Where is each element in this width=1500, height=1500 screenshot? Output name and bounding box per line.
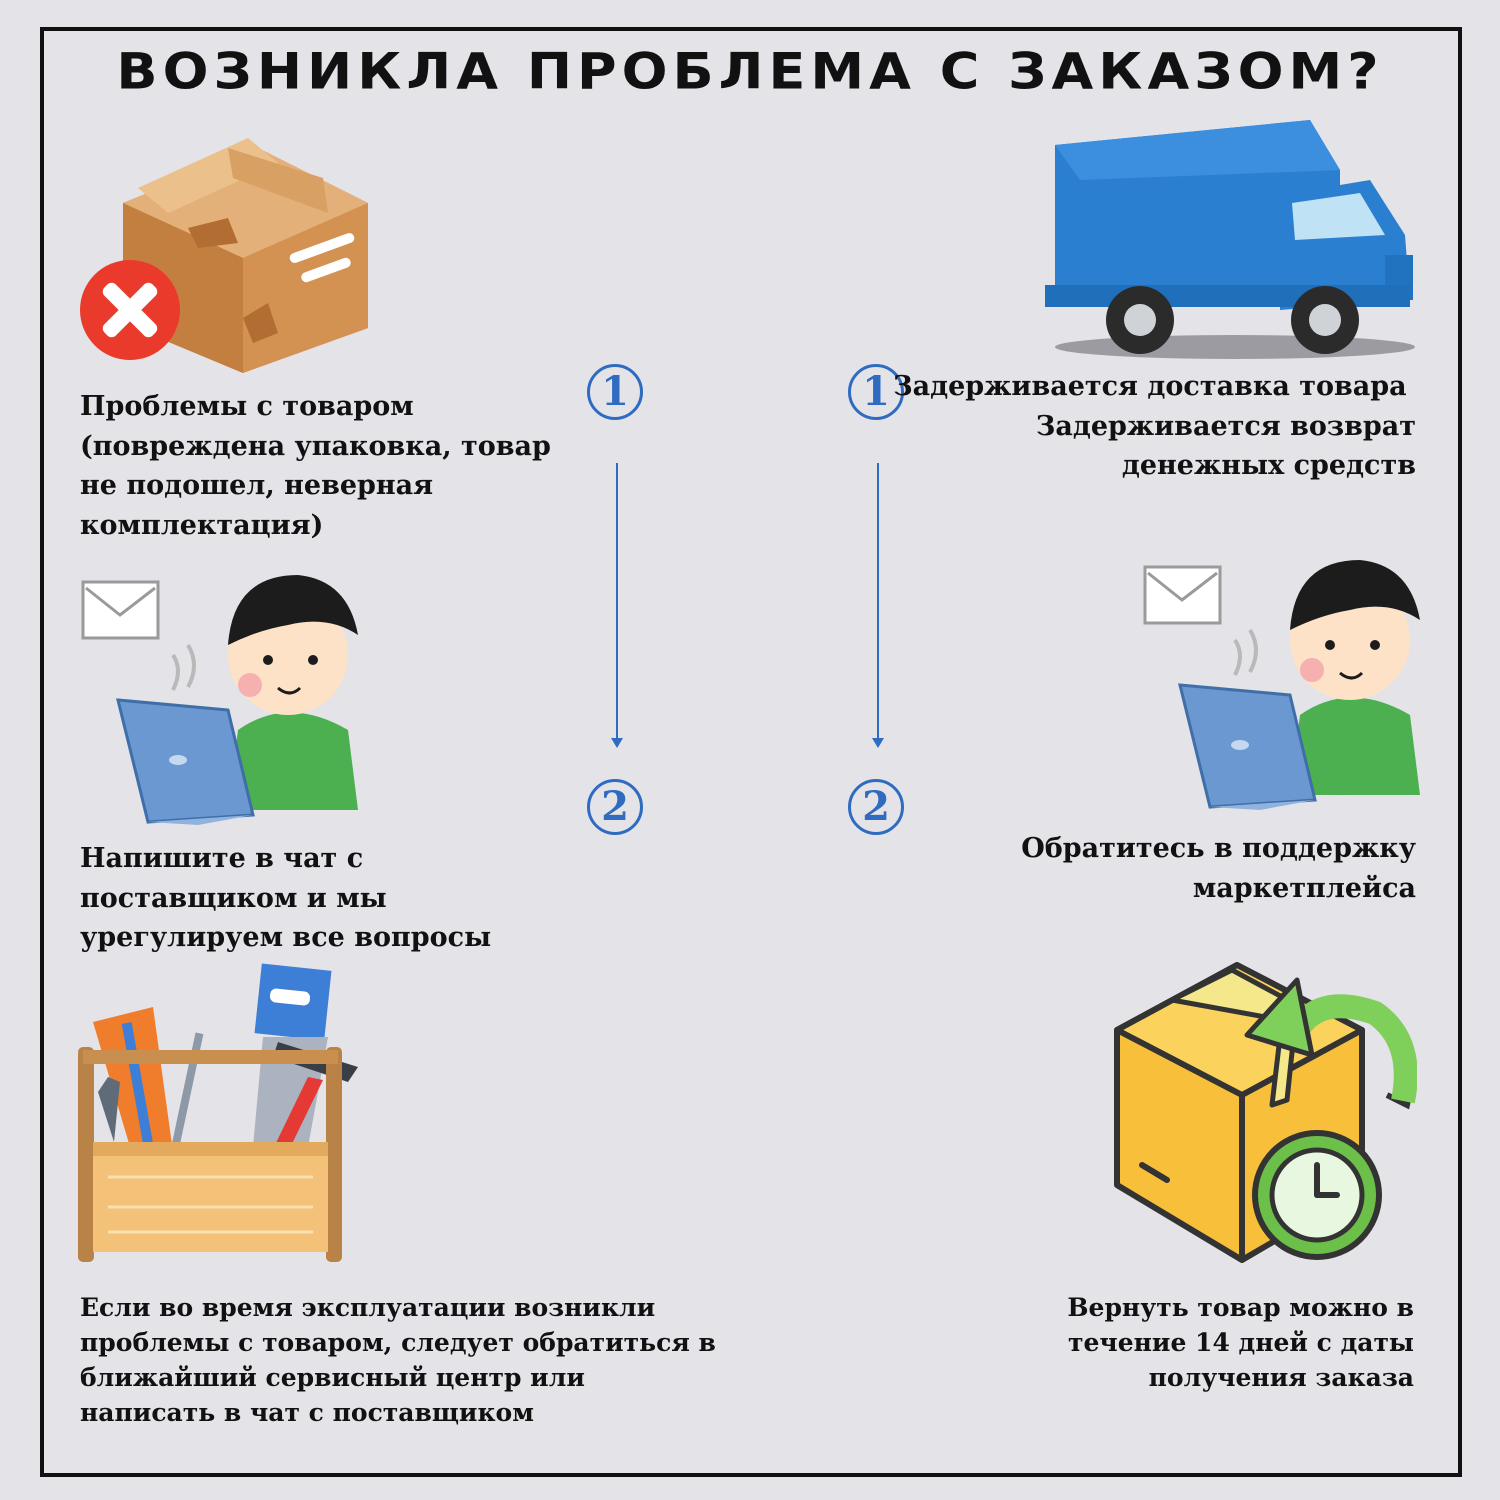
service-text: Если во время эксплуатации возникли проблемы с товаром, следует обратиться в ближайший сервисный центр или написать в чат с поставщиком	[80, 1293, 716, 1427]
support-text: Обратитесь в поддержку маркетплейса	[1021, 833, 1416, 904]
toolbox-icon	[78, 962, 368, 1267]
person-laptop-icon-left	[78, 560, 368, 830]
page-title: ВОЗНИКЛА ПРОБЛЕМА С ЗАКАЗОМ?	[116, 42, 1384, 101]
clock-icon	[1255, 1133, 1379, 1257]
arrow-down-left	[616, 463, 618, 746]
step-1-circle-right: 1	[848, 364, 904, 420]
problem-text: Проблемы с товаром (повреждена упаковка, товар не подошел, неверная комплектация)	[80, 391, 551, 541]
step-1-circle-left: 1	[587, 364, 643, 420]
person-laptop-icon-right	[1140, 545, 1430, 815]
step-2-circle-right: 2	[848, 779, 904, 835]
step-2-circle-left: 2	[587, 779, 643, 835]
arrow-down-right	[877, 463, 879, 746]
damaged-box-icon	[78, 118, 378, 378]
chat-text: Напишите в чат с поставщиком и мы урегулируем все вопросы	[80, 843, 492, 953]
delivery-truck-icon	[1040, 115, 1420, 365]
return-box-icon	[1112, 960, 1417, 1270]
envelope-icon	[1145, 567, 1220, 623]
envelope-icon	[83, 582, 158, 638]
delay-text: Задерживается доставка товара Задерживается возврат денежных средств	[893, 371, 1416, 481]
return-text: Вернуть товар можно в течение 14 дней с даты получения заказа	[1067, 1293, 1414, 1392]
